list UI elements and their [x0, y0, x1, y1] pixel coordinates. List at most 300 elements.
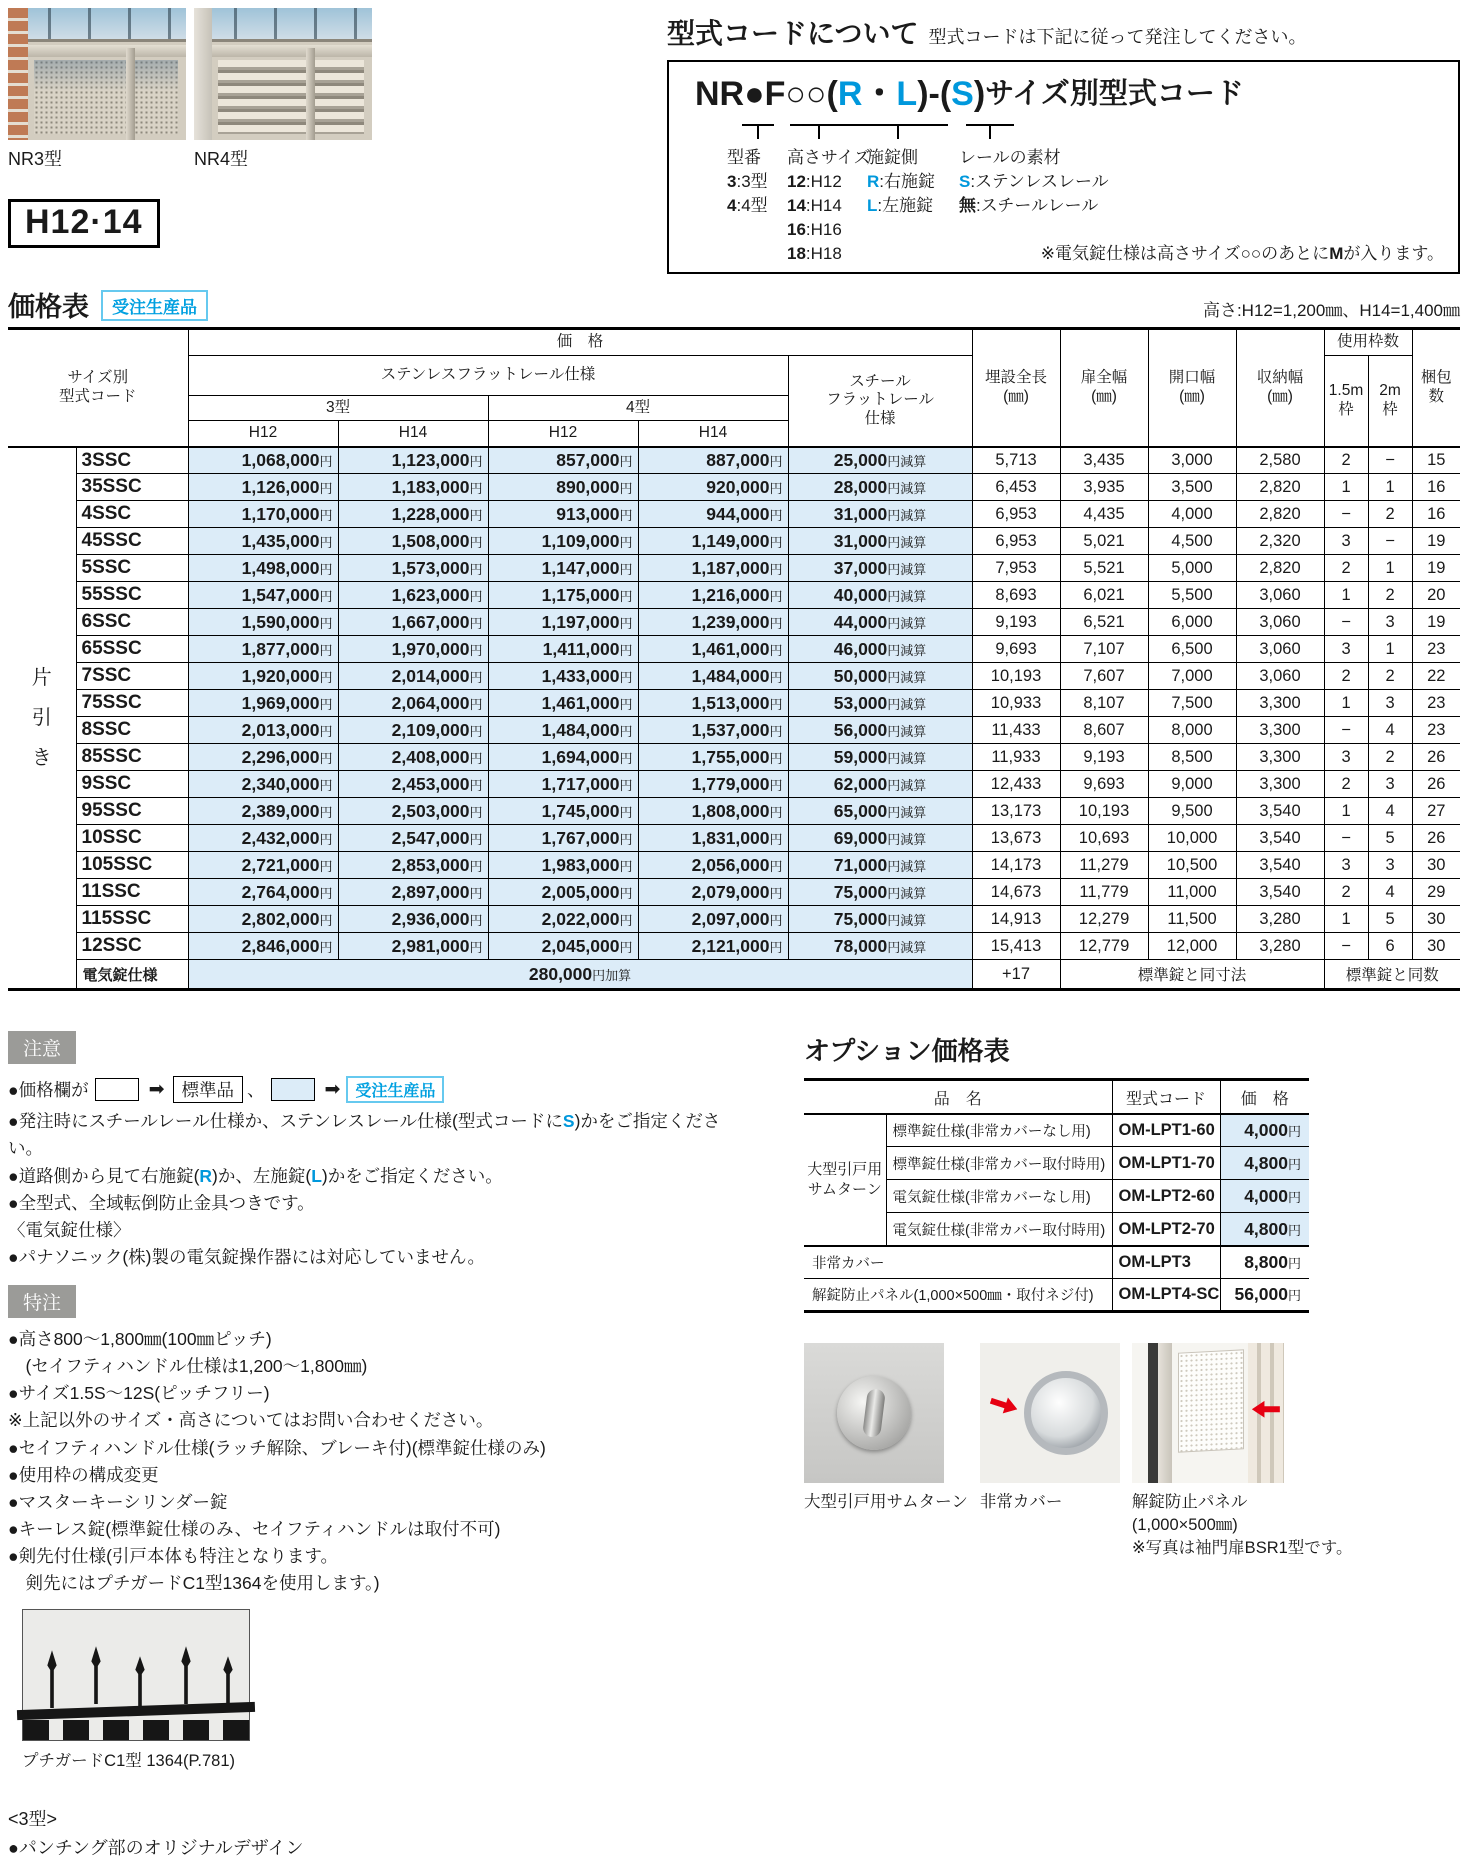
table-row [8, 852, 1460, 879]
code-legend-column [867, 146, 935, 218]
amount: 44,000 [833, 611, 888, 632]
amount: 2,109,000 [391, 719, 470, 740]
standard-product-label: 標準品 [173, 1076, 244, 1103]
legend-desc: :ステンレスレール [970, 172, 1109, 191]
arrow-right-icon: ➡ [324, 1078, 341, 1100]
yen-suffix: 円減算 [887, 669, 927, 685]
price-cell [488, 906, 638, 933]
amount: 1,590,000 [241, 611, 320, 632]
table-row [8, 609, 1460, 636]
amount: 2,408,000 [391, 746, 470, 767]
dimension-cell: 11,500 [1148, 906, 1236, 933]
col-header-steel-rail: スチール フラットレール 仕様 [788, 355, 972, 447]
yen-suffix: 円 [619, 696, 633, 712]
option-price-cell [1220, 1147, 1309, 1180]
frame-count-cell: 1 [1368, 555, 1412, 582]
amount: 2,453,000 [391, 773, 470, 794]
steel-rail-price-cell [788, 933, 972, 960]
yen-suffix: 円 [469, 669, 483, 685]
frame-count-cell: 3 [1324, 636, 1368, 663]
model-code-section [663, 8, 1460, 274]
frame-count-cell: 2 [1324, 447, 1368, 474]
steel-rail-price-cell [788, 717, 972, 744]
yen-suffix: 円 [769, 858, 783, 874]
yen-suffix: 円 [619, 642, 633, 658]
price-cell [188, 474, 338, 501]
leader-tick [848, 124, 948, 137]
yen-suffix: 円 [319, 858, 333, 874]
amount: 1,983,000 [541, 854, 620, 875]
highlighted-letter: S [562, 1111, 575, 1132]
yen-suffix: 円 [469, 642, 483, 658]
frame-count-cell: − [1368, 528, 1412, 555]
dimension-cell: 11,933 [972, 744, 1060, 771]
code-part: ( [826, 75, 838, 113]
note-text: 〈電気錠仕様〉 [8, 1219, 131, 1240]
price-cell [638, 798, 788, 825]
yen-suffix: 円 [769, 696, 783, 712]
option-column [740, 1031, 1460, 1863]
note-line [8, 1570, 740, 1597]
spear-finial [83, 1646, 109, 1704]
note-text: )かをご指定ください。 [8, 1111, 721, 1159]
dimension-cell: 12,779 [1060, 933, 1148, 960]
price-cell [638, 447, 788, 474]
price-cell [638, 663, 788, 690]
legend-key: R [867, 172, 880, 191]
price-cell [338, 474, 488, 501]
note-text: ●パナソニック(株)製の電気錠操作器には対応していません。 [8, 1246, 486, 1267]
yen-suffix: 円減算 [887, 507, 927, 523]
dimension-cell: 8,000 [1148, 717, 1236, 744]
dimension-cell: 6,453 [972, 474, 1060, 501]
dimension-cell: 10,000 [1148, 825, 1236, 852]
yen-suffix: 円 [769, 939, 783, 955]
price-cell [188, 717, 338, 744]
amount: 53,000 [833, 692, 888, 713]
dimension-cell: 3,060 [1236, 636, 1324, 663]
col-header-size-code: サイズ別 型式コード [8, 329, 188, 447]
amount: 1,498,000 [241, 557, 320, 578]
model-code-cell: 75SSC [76, 690, 188, 717]
made-to-order-badge: 受注生産品 [346, 1076, 444, 1103]
note-text: ●剣先付仕様(引戸本体も特注となります。 [8, 1546, 338, 1567]
amount: 1,623,000 [391, 584, 470, 605]
amount: 2,547,000 [391, 827, 470, 848]
order-cell-swatch [271, 1078, 315, 1101]
amount: 1,433,000 [541, 665, 620, 686]
spear-finial [173, 1646, 199, 1704]
amount: 1,109,000 [541, 530, 620, 551]
amount: 56,000 [833, 719, 888, 740]
amount: 1,667,000 [391, 611, 470, 632]
highlighted-letter: L [311, 1165, 322, 1186]
amount: 75,000 [833, 881, 888, 902]
legend-item [867, 170, 935, 194]
frame-count-cell: 2 [1324, 879, 1368, 906]
col-header-stainless-rail: ステンレスフラットレール仕様 [188, 355, 788, 395]
steel-rail-price-cell [788, 555, 972, 582]
code-part: ・ [862, 75, 897, 113]
table-row [8, 744, 1460, 771]
col-header-h12: H12 [488, 421, 638, 447]
dimension-cell: 7,607 [1060, 663, 1148, 690]
dimension-cell: 7,000 [1148, 663, 1236, 690]
package-count-cell: 15 [1412, 447, 1460, 474]
yen-suffix: 円 [469, 831, 483, 847]
dimension-cell: 10,500 [1148, 852, 1236, 879]
amount: 1,461,000 [691, 638, 770, 659]
dimension-cell: 8,500 [1148, 744, 1236, 771]
notes-column [8, 1031, 740, 1863]
dimension-cell: 10,693 [1060, 825, 1148, 852]
frame-count-cell: − [1368, 447, 1412, 474]
note-line [8, 1516, 740, 1543]
frame-count-cell: 3 [1324, 852, 1368, 879]
legend-desc: :4型 [736, 196, 768, 215]
frame-count-cell: 1 [1368, 474, 1412, 501]
dimension-cell: 12,433 [972, 771, 1060, 798]
price-cell [188, 879, 338, 906]
amount: 887,000 [706, 450, 770, 471]
package-count-cell: 30 [1412, 852, 1460, 879]
amount: 8,800 [1244, 1252, 1288, 1273]
dimension-cell: 9,500 [1148, 798, 1236, 825]
legend-desc: :H16 [805, 220, 842, 239]
amount: 1,435,000 [241, 530, 320, 551]
col-header-h14: H14 [338, 421, 488, 447]
dimension-cell: 3,060 [1236, 582, 1324, 609]
spear-finial [127, 1656, 153, 1708]
price-cell [338, 663, 488, 690]
yen-suffix: 円 [319, 588, 333, 604]
photos-row [8, 8, 663, 171]
frame-count-cell: 2 [1324, 663, 1368, 690]
note-text: )かをご指定ください。 [321, 1165, 503, 1186]
yen-suffix: 円 [469, 615, 483, 631]
yen-suffix: 円 [619, 777, 633, 793]
yen-suffix: 円 [619, 588, 633, 604]
note-line [8, 1543, 740, 1570]
dimension-cell: 5,500 [1148, 582, 1236, 609]
frame-count-cell: 3 [1368, 690, 1412, 717]
option-photo-caption [1132, 1491, 1353, 1560]
col-header-price: 価 格 [188, 329, 972, 356]
amount: 2,764,000 [241, 881, 320, 902]
yen-suffix: 円 [1288, 1256, 1302, 1272]
model-code-cell: 35SSC [76, 474, 188, 501]
amount: 75,000 [833, 908, 888, 929]
yen-suffix: 円 [319, 777, 333, 793]
legend-item [787, 218, 871, 242]
product-photo-nr4 [194, 8, 372, 171]
note-line [8, 1217, 740, 1244]
amount: 4,000 [1244, 1120, 1288, 1141]
row-group-label [8, 447, 76, 990]
thumbturn-photo [804, 1343, 968, 1560]
yen-suffix: 円 [769, 561, 783, 577]
yen-suffix: 円減算 [887, 480, 927, 496]
yen-suffix: 円 [769, 507, 783, 523]
price-cell [488, 474, 638, 501]
price-cell [338, 717, 488, 744]
leader-tick [966, 124, 1014, 137]
dimension-cell: 3,935 [1060, 474, 1148, 501]
frame-count-cell: 2 [1368, 744, 1412, 771]
door-slats [1248, 1343, 1284, 1483]
note-line [8, 1108, 740, 1162]
model-code-cell: 6SSC [76, 609, 188, 636]
legend-desc: :H14 [805, 196, 842, 215]
package-count-cell: 30 [1412, 906, 1460, 933]
col-header-frame-1-5m: 1.5m 枠 [1324, 355, 1368, 447]
model-code-cell: 12SSC [76, 933, 188, 960]
yen-suffix: 円減算 [887, 615, 927, 631]
amount: 1,513,000 [691, 692, 770, 713]
steel-rail-price-cell [788, 501, 972, 528]
legend-key: 無 [959, 196, 976, 215]
note-text: )か、左施錠( [212, 1165, 312, 1186]
amount: 4,800 [1244, 1152, 1288, 1173]
price-table-title: 価格表 [8, 292, 89, 322]
amount: 1,779,000 [691, 773, 770, 794]
table-row [8, 933, 1460, 960]
amount: 2,389,000 [241, 800, 320, 821]
yen-suffix: 円 [769, 912, 783, 928]
amount: 1,808,000 [691, 800, 770, 821]
table-row [8, 528, 1460, 555]
price-cell [188, 744, 338, 771]
yen-suffix: 円 [319, 750, 333, 766]
table-row [8, 717, 1460, 744]
note-line [8, 1244, 740, 1271]
amount: 2,045,000 [541, 935, 620, 956]
legend-key: 4 [727, 196, 737, 215]
yen-suffix: 円 [469, 885, 483, 901]
table-row [8, 798, 1460, 825]
dimension-cell: 2,820 [1236, 501, 1324, 528]
yen-suffix: 円 [319, 480, 333, 496]
highlighted-letter: R [199, 1165, 213, 1186]
yen-suffix: 円減算 [887, 696, 927, 712]
col-header-h12: H12 [188, 421, 338, 447]
amount: 2,721,000 [241, 854, 320, 875]
standard-cell-swatch [95, 1078, 139, 1101]
amount: 1,187,000 [691, 557, 770, 578]
caution-list [8, 1108, 740, 1271]
frame-count-cell: 2 [1324, 555, 1368, 582]
yen-suffix: 円減算 [887, 534, 927, 550]
yen-suffix: 円 [769, 804, 783, 820]
price-cell [188, 933, 338, 960]
yen-suffix: 円減算 [887, 831, 927, 847]
electric-size-note-cell: 標準錠と同寸法 [1060, 960, 1324, 990]
guard-slats [23, 1720, 249, 1740]
yen-suffix: 円加算 [592, 967, 632, 983]
top-section [8, 8, 1460, 274]
yen-suffix: 円 [619, 454, 633, 470]
dimension-cell: 3,300 [1236, 717, 1324, 744]
amount: 2,056,000 [691, 854, 770, 875]
package-count-cell: 19 [1412, 528, 1460, 555]
price-cell [638, 501, 788, 528]
yen-suffix: 円 [619, 723, 633, 739]
frame-count-cell: − [1324, 933, 1368, 960]
code-legend-column [959, 146, 1109, 218]
dimension-cell: 3,540 [1236, 825, 1324, 852]
code-legend-column [727, 146, 768, 218]
package-count-cell: 20 [1412, 582, 1460, 609]
price-cell [488, 501, 638, 528]
dimension-cell: 9,193 [972, 609, 1060, 636]
col-header-door-width: 扉全幅 (㎜) [1060, 329, 1148, 447]
frame-count-cell: 3 [1368, 771, 1412, 798]
dimension-cell: 14,673 [972, 879, 1060, 906]
steel-rail-price-cell [788, 879, 972, 906]
price-cell [338, 744, 488, 771]
legend-key: 18 [787, 244, 806, 263]
dimension-cell: 2,820 [1236, 555, 1324, 582]
perforated-panel [1178, 1350, 1244, 1453]
frame-count-cell: 1 [1324, 474, 1368, 501]
price-cell [488, 798, 638, 825]
price-cell [338, 555, 488, 582]
yen-suffix: 円 [469, 912, 483, 928]
dimension-cell: 2,320 [1236, 528, 1324, 555]
steel-rail-price-cell [788, 582, 972, 609]
legend-item [727, 194, 768, 218]
louver-panel [218, 60, 364, 134]
dimension-cell: 3,540 [1236, 879, 1324, 906]
type3-design-note: ●パンチング部のオリジナルデザイン [8, 1838, 304, 1859]
amount: 1,484,000 [691, 665, 770, 686]
price-cell [188, 501, 338, 528]
caption-line: (1,000×500㎜) [1131, 1516, 1238, 1535]
price-cell [338, 879, 488, 906]
note-text: (セイフティハンドル仕様は1,200〜1,800㎜) [8, 1356, 368, 1377]
price-cell [338, 771, 488, 798]
dimension-cell: 14,173 [972, 852, 1060, 879]
table-row [8, 825, 1460, 852]
yen-suffix: 円 [769, 669, 783, 685]
dimension-cell: 9,000 [1148, 771, 1236, 798]
model-code-cell: 105SSC [76, 852, 188, 879]
option-table-title: オプション価格表 [804, 1036, 1010, 1067]
price-cell [638, 609, 788, 636]
price-table-header [8, 329, 1460, 447]
dimension-cell: 3,540 [1236, 798, 1324, 825]
legend-item [787, 194, 871, 218]
yen-suffix: 円 [469, 696, 483, 712]
model-code-format [695, 76, 1458, 113]
yen-suffix: 円 [769, 454, 783, 470]
table-row [8, 474, 1460, 501]
amount: 2,079,000 [691, 881, 770, 902]
amount: 1,216,000 [691, 584, 770, 605]
col-header-type4: 4型 [488, 395, 788, 421]
dimension-cell: 7,953 [972, 555, 1060, 582]
option-price-cell [1220, 1213, 1309, 1246]
caution-badge: 注意 [8, 1031, 76, 1064]
dimension-cell: 3,500 [1148, 474, 1236, 501]
legend-header: 高さサイズ [787, 148, 871, 167]
amount: 78,000 [833, 935, 888, 956]
price-cell [188, 636, 338, 663]
legend-key: 12 [787, 172, 806, 191]
amount: 1,969,000 [241, 692, 320, 713]
yen-suffix: 円 [619, 534, 633, 550]
package-count-cell: 23 [1412, 690, 1460, 717]
note-line [8, 1407, 740, 1434]
model-code-cell: 9SSC [76, 771, 188, 798]
yen-suffix: 円 [319, 696, 333, 712]
frame-count-cell: 1 [1368, 636, 1412, 663]
dimension-cell: 8,107 [1060, 690, 1148, 717]
table-row [8, 663, 1460, 690]
yen-suffix: 円 [319, 939, 333, 955]
col-header-item-name: 品 名 [804, 1080, 1112, 1114]
yen-suffix: 円 [769, 777, 783, 793]
model-code-cell: 45SSC [76, 528, 188, 555]
amount: 1,239,000 [691, 611, 770, 632]
package-count-cell: 26 [1412, 744, 1460, 771]
nr4-gate-image [194, 8, 372, 140]
code-part: ) [973, 75, 986, 113]
brick-pillar [8, 8, 28, 140]
yen-suffix: 円減算 [887, 561, 927, 577]
legend-item [959, 170, 1109, 194]
arrow-right-icon: ➡ [148, 1078, 165, 1100]
yen-suffix: 円減算 [887, 642, 927, 658]
model-code-box [667, 60, 1460, 274]
option-photo-caption [804, 1491, 968, 1514]
caption-line: 解錠防止パネル [1131, 1493, 1248, 1512]
amount: 2,064,000 [391, 692, 470, 713]
cover-ring [1024, 1371, 1108, 1455]
dimension-cell: 3,300 [1236, 771, 1324, 798]
price-cell [488, 663, 638, 690]
yen-suffix: 円減算 [887, 588, 927, 604]
dimension-cell: 9,693 [972, 636, 1060, 663]
special-order-list [8, 1326, 740, 1597]
amount: 59,000 [833, 746, 888, 767]
option-photo-caption [980, 1491, 1120, 1514]
note-text: ●マスターキーシリンダー錠 [8, 1491, 228, 1512]
price-cell [488, 879, 638, 906]
yen-suffix: 円 [619, 615, 633, 631]
caption-line: 非常カバー [979, 1493, 1063, 1512]
price-cell [488, 717, 638, 744]
option-price-cell [1220, 1279, 1309, 1312]
legend-desc: :H18 [805, 244, 842, 263]
option-code-cell: OM-LPT1-70 [1112, 1147, 1220, 1180]
legend-item [867, 194, 935, 218]
amount: 4,000 [1244, 1185, 1288, 1206]
model-code-cell: 10SSC [76, 825, 188, 852]
frame-count-cell: 3 [1368, 609, 1412, 636]
steel-rail-price-cell [788, 771, 972, 798]
yen-suffix: 円 [469, 454, 483, 470]
dimension-cell: 9,693 [1060, 771, 1148, 798]
option-code-cell: OM-LPT1-60 [1112, 1114, 1220, 1147]
yen-suffix: 円 [769, 723, 783, 739]
col-header-package-count: 梱包 数 [1412, 329, 1460, 447]
price-cell [188, 663, 338, 690]
dimension-cell: 13,673 [972, 825, 1060, 852]
dimension-cell: 5,521 [1060, 555, 1148, 582]
price-cell [488, 744, 638, 771]
option-group-label [804, 1114, 886, 1246]
